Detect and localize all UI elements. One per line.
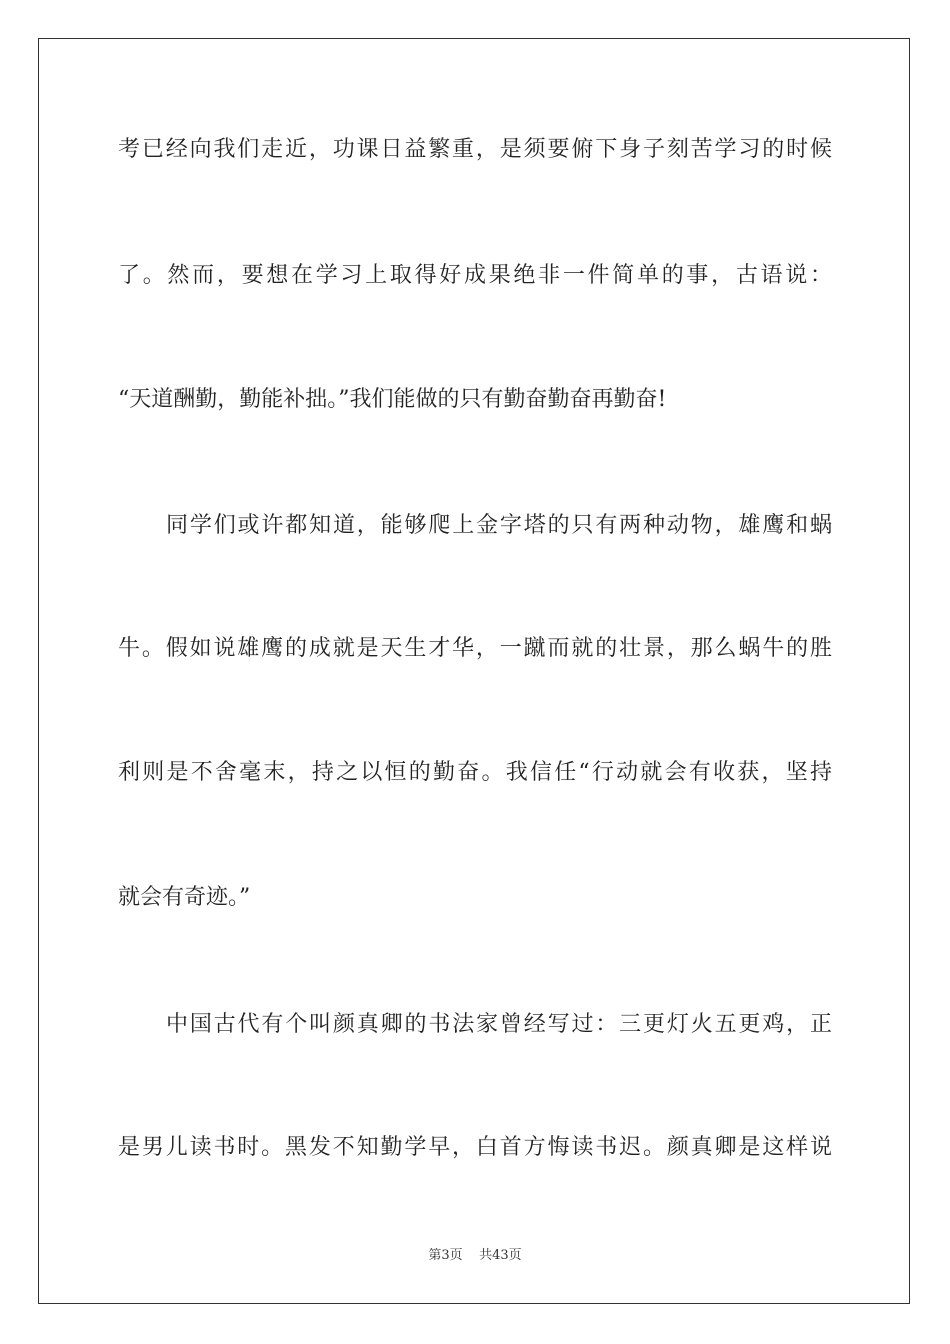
text-line: 考已经向我们走近，功课日益繁重，是须要俯下身子刻苦学习的时候 (118, 137, 832, 162)
page-frame (38, 38, 910, 1304)
text-line: 就会有奇迹。” (118, 885, 251, 910)
text-line: 利则是不舍毫末，持之以恒的勤奋。我信任“行动就会有收获，坚持 (118, 760, 832, 785)
page-total: 共43页 (479, 1248, 522, 1263)
text-line: “天道酬勤，勤能补拙。”我们能做的只有勤奋勤奋再勤奋! (118, 387, 667, 412)
text-line: 是男儿读书时。黑发不知勤学早，白首方悔读书迟。颜真卿是这样说 (118, 1135, 832, 1160)
page-footer (0, 1248, 950, 1264)
text-line: 牛。假如说雄鹰的成就是天生才华，一蹴而就的壮景，那么蜗牛的胜 (118, 636, 832, 661)
text-line: 了。然而，要想在学习上取得好成果绝非一件简单的事，古语说： (118, 263, 832, 288)
paragraph-first-line: 同学们或许都知道，能够爬上金字塔的只有两种动物，雄鹰和蜗 (166, 513, 832, 538)
page-number: 第3页 (428, 1248, 463, 1263)
paragraph-first-line: 中国古代有个叫颜真卿的书法家曾经写过：三更灯火五更鸡，正 (166, 1012, 832, 1037)
